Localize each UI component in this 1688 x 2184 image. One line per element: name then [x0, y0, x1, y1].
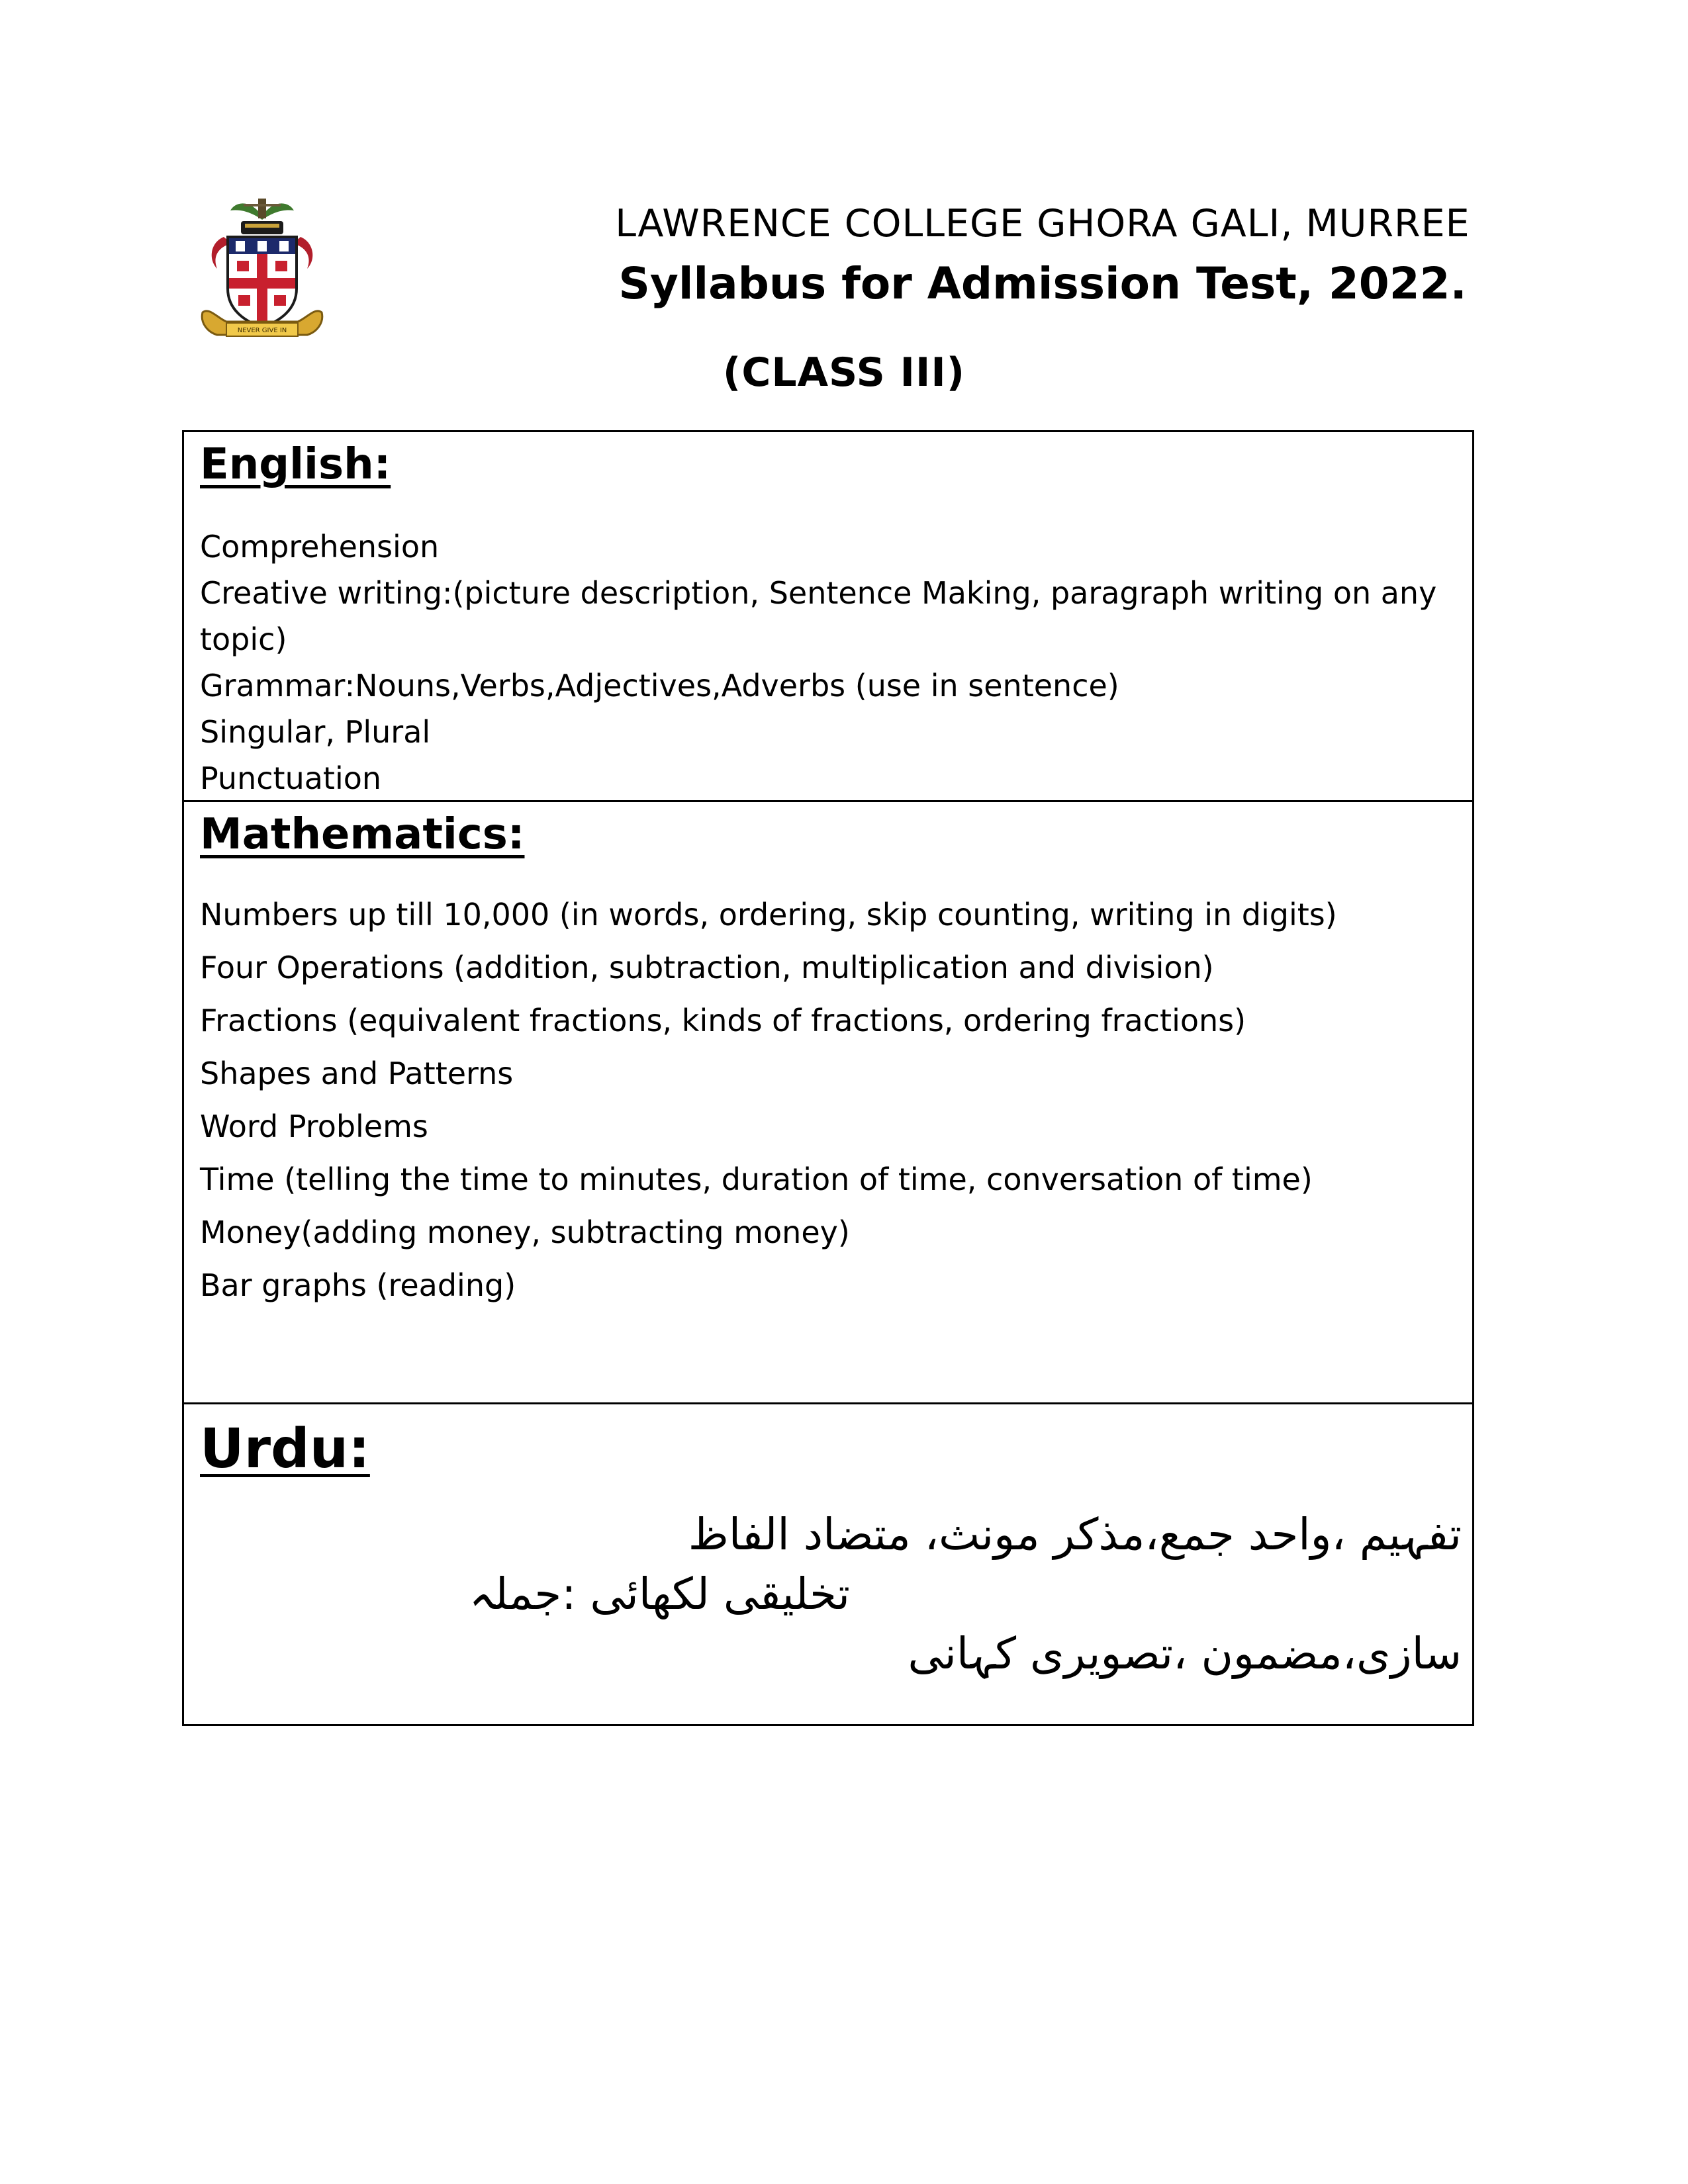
urdu-section	[184, 1402, 1472, 1724]
english-section	[184, 432, 1472, 800]
college-name: LAWRENCE COLLEGE GHORA GALI, MURREE	[615, 202, 1470, 246]
mathematics-topic-list	[200, 888, 1452, 1312]
list-item: Singular, Plural	[200, 714, 431, 750]
list-item: Money(adding money, subtracting money)	[200, 1214, 850, 1250]
urdu-heading: Urdu:	[200, 1418, 370, 1480]
list-item: Word Problems	[200, 1109, 428, 1144]
mathematics-section	[184, 800, 1472, 1402]
svg-text:NEVER GIVE IN: NEVER GIVE IN	[237, 327, 287, 334]
english-heading: English:	[200, 440, 391, 489]
list-item: Shapes and Patterns	[200, 1056, 514, 1091]
english-topic-list	[200, 523, 1452, 801]
urdu-line: تخلیقی لکھائی :جملہ	[469, 1569, 850, 1619]
list-item: Bar graphs (reading)	[200, 1267, 516, 1303]
urdu-line: تفہیم ،واحد جمع،مذکر مونث، متضاد الفاظ	[688, 1509, 1462, 1560]
list-item: Creative writing:(picture description, Sentence Making, paragraph writing on any topic)	[200, 575, 1437, 657]
list-item: Time (telling the time to minutes, duration of time, conversation of time)	[200, 1161, 1313, 1197]
class-label: (CLASS III)	[722, 349, 966, 396]
list-item: Fractions (equivalent fractions, kinds of fractions, ordering fractions)	[200, 1003, 1246, 1038]
urdu-line: سازی،مضمون ،تصویری کہانی	[908, 1628, 1462, 1679]
list-item: Numbers up till 10,000 (in words, ordering, skip counting, writing in digits)	[200, 897, 1337, 933]
mathematics-heading: Mathematics:	[200, 810, 525, 859]
list-item: Four Operations (addition, subtraction, multiplication and division)	[200, 950, 1214, 985]
document-title: Syllabus for Admission Test, 2022.	[618, 258, 1467, 309]
list-item: Grammar:Nouns,Verbs,Adjectives,Adverbs (use in sentence)	[200, 668, 1119, 704]
list-item: Punctuation	[200, 760, 382, 796]
syllabus-table	[182, 430, 1474, 1726]
list-item: Comprehension	[200, 529, 440, 565]
